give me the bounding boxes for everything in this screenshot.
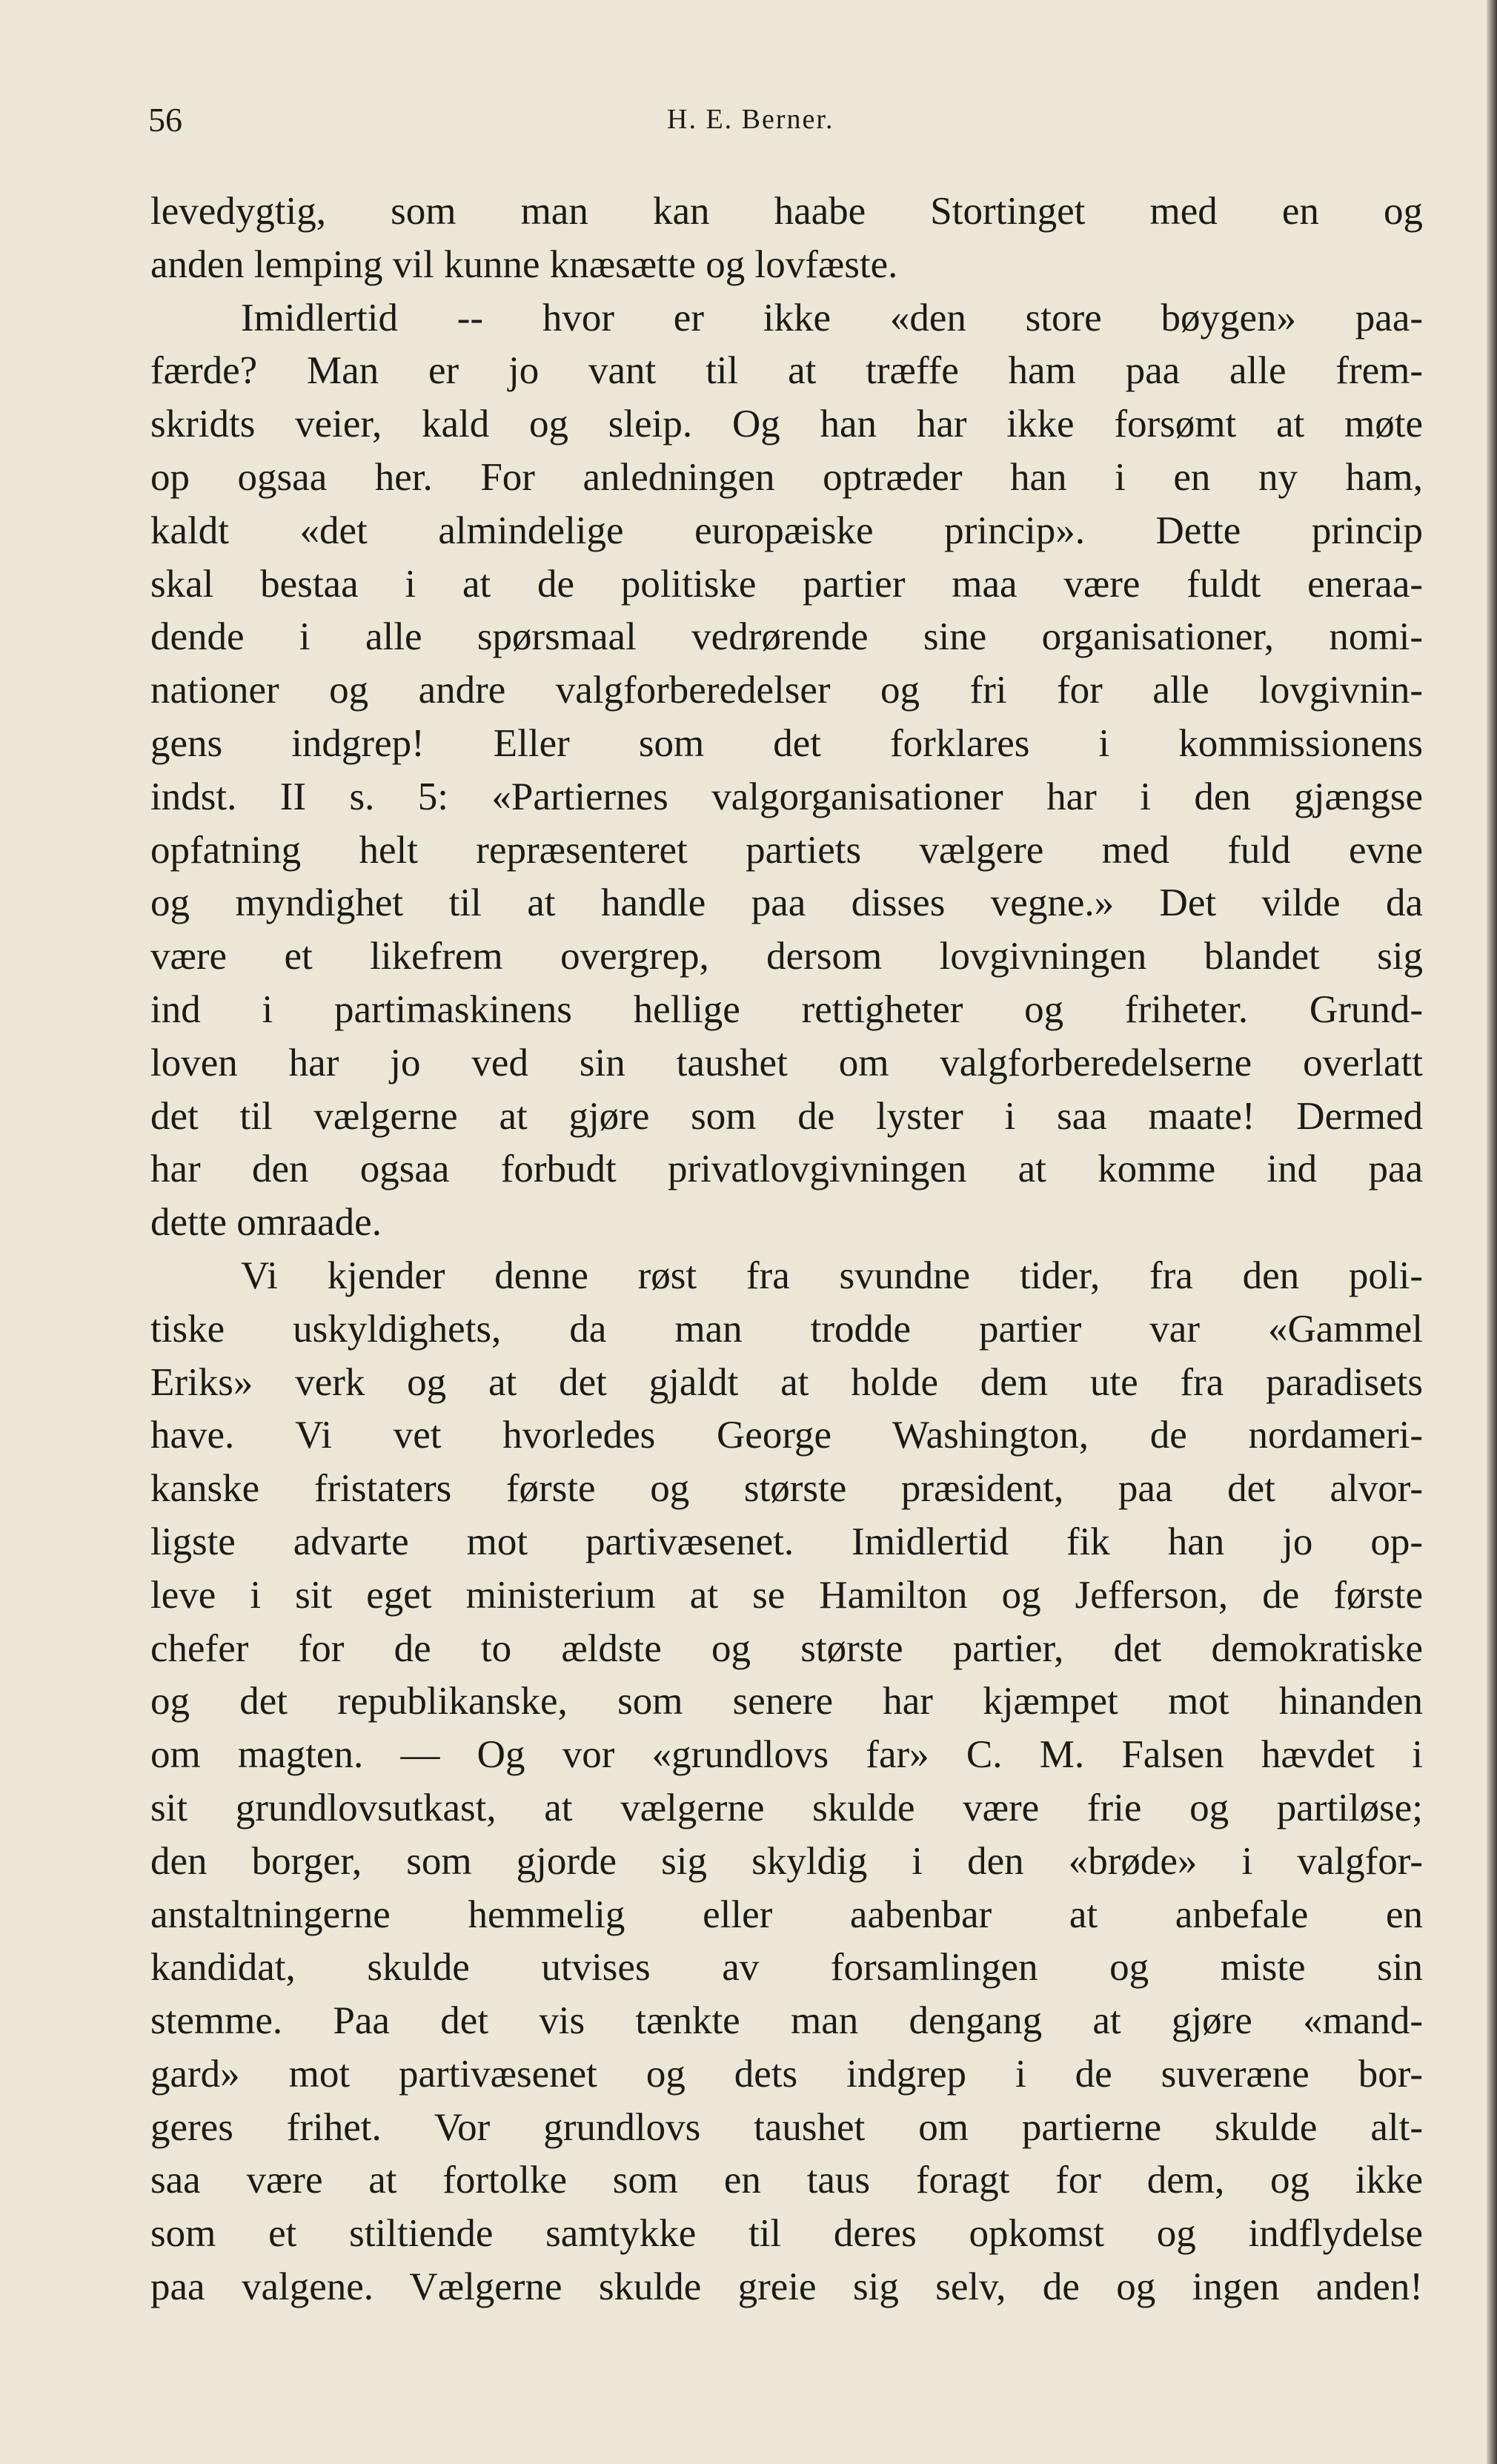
text-line: op ogsaa her. For anledningen optræder han i en ny ham,: [150, 455, 1423, 499]
text-line: Imidlertid -- hvor er ikke «den store bøygen» paa-: [241, 296, 1423, 340]
page-number: 56: [148, 101, 182, 139]
text-line: anstaltningerne hemmelig eller aabenbar at anbefale en: [150, 1892, 1423, 1936]
text-line: dende i alle spørsmaal vedrørende sine organisationer, nomi-: [150, 615, 1423, 659]
text-line: opfatning helt repræsenteret partiets vælgere med fuld evne: [150, 828, 1423, 872]
text-line: anden lemping vil kunne knæsætte og lovfæste.: [150, 242, 898, 286]
text-line: stemme. Paa det vis tænkte man dengang at gjøre «mand-: [150, 1999, 1423, 2043]
text-line: leve i sit eget ministerium at se Hamilton og Jefferson, de første: [150, 1573, 1423, 1617]
text-line: saa være at fortolke som en taus foragt for dem, og ikke: [150, 2159, 1423, 2202]
text-line: chefer for de to ældste og største partier, det demokratiske: [150, 1626, 1423, 1670]
body-text: [150, 185, 1423, 2314]
text-line: Eriks» verk og at det gjaldt at holde dem ute fra paradisets: [150, 1360, 1423, 1404]
text-line: og det republikanske, som senere har kjæmpet mot hinanden: [150, 1680, 1423, 1723]
text-line: levedygtig, som man kan haabe Stortinget med en og: [150, 190, 1423, 233]
text-line: kandidat, skulde utvises av forsamlingen og miste sin: [150, 1946, 1423, 1990]
text-line: skal bestaa i at de politiske partier maa være fuldt eneraa-: [150, 562, 1423, 606]
running-head: H. E. Berner.: [667, 104, 834, 135]
text-line: det til vælgerne at gjøre som de lyster i saa maate! Dermed: [150, 1094, 1423, 1138]
text-line: sit grundlovsutkast, at vælgerne skulde være frie og partiløse;: [150, 1786, 1423, 1829]
text-line: skridts veier, kald og sleip. Og han har ikke forsømt at møte: [150, 403, 1423, 446]
text-line: kaldt «det almindelige europæiske princip». Dette princip: [150, 509, 1423, 552]
text-line: have. Vi vet hvorledes George Washington, de nordameri-: [150, 1414, 1423, 1457]
page-edge: [1487, 0, 1497, 2464]
text-line: paa valgene. Vælgerne skulde greie sig selv, de og ingen anden!: [150, 2265, 1423, 2309]
text-line: Vi kjender denne røst fra svundne tider, fra den poli-: [241, 1253, 1423, 1297]
text-line: loven har jo ved sin taushet om valgforberedelserne overlatt: [150, 1041, 1423, 1084]
text-line: om magten. — Og vor «grundlovs far» C. M. Falsen hævdet i: [150, 1733, 1423, 1777]
text-line: ligste advarte mot partivæsenet. Imidlertid fik han jo op-: [150, 1520, 1423, 1563]
text-line: være et likefrem overgrep, dersom lovgivningen blandet sig: [150, 935, 1423, 978]
page-header: [148, 100, 1423, 152]
text-line: som et stiltiende samtykke til deres opkomst og indflydelse: [150, 2212, 1423, 2256]
text-line: og myndighet til at handle paa disses vegne.» Det vilde da: [150, 881, 1423, 925]
text-line: indst. II s. 5: «Partiernes valgorganisationer har i den gjængse: [150, 775, 1423, 818]
text-line: gard» mot partivæsenet og dets indgrep i de suveræne bor-: [150, 2052, 1423, 2096]
text-line: dette omraade.: [150, 1201, 382, 1245]
text-line: nationer og andre valgforberedelser og fri for alle lovgivnin-: [150, 669, 1423, 712]
text-line: har den ogsaa forbudt privatlovgivningen at komme ind paa: [150, 1147, 1423, 1191]
text-line: færde? Man er jo vant til at træffe ham paa alle frem-: [150, 349, 1423, 393]
text-line: tiske uskyldighets, da man trodde partier var «Gammel: [150, 1307, 1423, 1351]
text-line: geres frihet. Vor grundlovs taushet om partierne skulde alt-: [150, 2105, 1423, 2149]
text-line: kanske fristaters første og største præsident, paa det alvor-: [150, 1467, 1423, 1511]
text-line: den borger, som gjorde sig skyldig i den «brøde» i valgfor-: [150, 1839, 1423, 1883]
text-line: ind i partimaskinens hellige rettigheter og friheter. Grund-: [150, 987, 1423, 1031]
text-line: gens indgrep! Eller som det forklares i kommissionens: [150, 721, 1423, 765]
